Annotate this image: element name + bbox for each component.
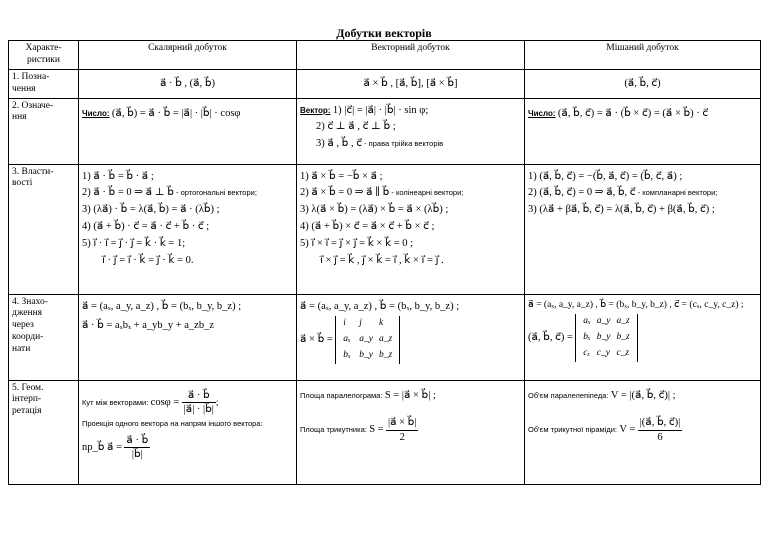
row-label-definition [9, 98, 79, 164]
numerator: a⃗ · b⃗ [124, 434, 150, 448]
property: i⃗ · j⃗ = i⃗ · k⃗ = j⃗ · k⃗ = 0. [102, 254, 194, 266]
row-label-text: 2. Означе- ння [12, 100, 54, 123]
formula: (a⃗, b⃗, c⃗) = [528, 332, 573, 344]
fraction [638, 416, 683, 443]
formula: (a⃗, b⃗) = a⃗ · b⃗ = |a⃗| · |b⃗| · cosφ [111, 107, 241, 119]
property: i⃗ × j⃗ = k⃗ , j⃗ × k⃗ = i⃗ , k⃗ × i⃗ = j⃗ . [320, 254, 444, 266]
header-mixed: Мішаний добуток [525, 41, 761, 70]
property: 3) (λa⃗ + βa⃗, b⃗, c⃗) = λ(a⃗, b⃗, c⃗) + β(a⃗, b⃗, c⃗) ; [528, 204, 715, 216]
label: Площа паралелограма: [300, 390, 383, 400]
header-scalar: Скалярний добуток [79, 41, 297, 70]
formula: a⃗ · b⃗ , (a⃗, b⃗) [159, 77, 216, 89]
label: Об'єм паралелепіпеда: [528, 390, 609, 400]
matrix-cell: b_y [359, 350, 373, 361]
matrix-cell: cₓ [583, 348, 591, 359]
row-label-properties [9, 164, 79, 294]
cell-mixed-coords [525, 294, 761, 380]
matrix-cell: c_z [616, 348, 630, 359]
header-characteristics-text: Характе- ристики [25, 43, 62, 65]
matrix-cell: j⃗ [359, 318, 370, 329]
formula: cosφ = [150, 396, 180, 408]
matrix-cell: aₓ [583, 316, 591, 327]
cell-vector-properties [297, 164, 525, 294]
property: 3) λ(a⃗ × b⃗) = (λa⃗) × b⃗ = a⃗ × (λb⃗) ; [300, 204, 449, 216]
cell-mixed-properties [525, 164, 761, 294]
formula: a⃗ = (aₓ, a_y, a_z) , b⃗ = (bₓ, b_y, b_z) , c⃗ = (cₓ, c_y, c_z) ; [528, 299, 744, 310]
property: 1) a⃗ × b⃗ = −b⃗ × a⃗ ; [300, 170, 383, 182]
row-label-text: 3. Власти- вості [12, 166, 54, 189]
formula: (a⃗, b⃗, c⃗) [624, 77, 661, 89]
row-geometry [9, 380, 761, 484]
fraction [386, 416, 418, 443]
formula: 3) a⃗ , b⃗ , c⃗ [316, 138, 362, 150]
cell-scalar-definition [79, 98, 297, 164]
property: 5) i⃗ · i⃗ = j⃗ · j⃗ = k⃗ · k⃗ = 1; [82, 238, 186, 249]
row-notation [9, 69, 761, 98]
matrix-cell: bₓ [343, 350, 351, 361]
note: - ортогональні вектори; [173, 188, 257, 198]
formula: S = |a⃗ × b⃗| ; [384, 389, 436, 401]
fraction [124, 434, 150, 461]
cell-mixed-notation [525, 69, 761, 98]
matrix-cell: i⃗ [343, 318, 354, 329]
formula: a⃗ · b⃗ = aₓbₓ + a_yb_y + a_zb_z [82, 320, 215, 332]
formula: np_b⃗ a⃗ = [82, 441, 123, 453]
denominator: |b⃗| [131, 448, 143, 460]
formula: 2) c⃗ ⊥ a⃗ , c⃗ ⊥ b⃗ ; [316, 121, 396, 133]
formula: a⃗ × b⃗ , [a⃗, b⃗], [a⃗ × b⃗] [363, 77, 458, 89]
cell-scalar-geometry: Кут між векторами: cosφ = $\frac{a⃗ \cdot b⃗}{|a⃗| \cdot |b⃗|}$ ; Проекція одного вектора на напрям іншого вектора: np_b⃗ a⃗ = $\frac{a⃗ \cdot b⃗}{|b⃗|}$ [79, 380, 297, 484]
property: 3) (λa⃗) · b⃗ = λ(a⃗, b⃗) = a⃗ · (λb⃗) ; [82, 204, 220, 216]
cell-vector-notation [297, 69, 525, 98]
property: 2) (a⃗, b⃗, c⃗) = 0 ⇒ a⃗, b⃗, c⃗ [528, 187, 636, 199]
formula: (a⃗, b⃗, c⃗) = a⃗ · (b⃗ × c⃗) = (a⃗ × b⃗) · c⃗ [557, 107, 709, 119]
row-coords [9, 294, 761, 380]
formula: a⃗ × b⃗ = [300, 334, 333, 346]
label: Проекція одного вектора на напрям іншого вектора: [82, 418, 263, 428]
definition-prefix: Число: [82, 108, 110, 118]
note: - права трійка векторів [362, 139, 444, 149]
property: 1) (a⃗, b⃗, c⃗) = −(b⃗, a⃗, c⃗) = (b⃗, c⃗, a⃗) ; [528, 170, 683, 182]
row-properties [9, 164, 761, 294]
row-label-text: 5. Геом. інтерп- ретація [12, 382, 44, 417]
matrix-cell: c_y [596, 348, 610, 359]
denominator: 2 [399, 431, 405, 443]
row-definition [9, 98, 761, 164]
determinant [575, 314, 637, 362]
matrix-cell: b_z [616, 332, 630, 343]
property: 2) a⃗ × b⃗ = 0 ⇒ a⃗ ∥ b⃗ [300, 187, 390, 199]
page-title: Добутки векторів [336, 26, 432, 40]
row-label-text: 4. Знахо- дження через коорди- нати [12, 296, 48, 354]
label: Площа трикутника: [300, 425, 367, 435]
cell-scalar-coords [79, 294, 297, 380]
matrix-cell: a_z [616, 316, 630, 327]
property: 1) a⃗ · b⃗ = b⃗ · a⃗ ; [82, 170, 154, 182]
cell-scalar-notation [79, 69, 297, 98]
denominator: |a⃗| · |b⃗| [183, 403, 214, 415]
formula: a⃗ = (aₓ, a_y, a_z) , b⃗ = (bₓ, b_y, b_z) ; [300, 300, 460, 312]
cell-vector-definition [297, 98, 525, 164]
cell-mixed-definition [525, 98, 761, 164]
numerator: |a⃗ × b⃗| [386, 416, 418, 430]
matrix-cell: k⃗ [378, 318, 391, 329]
label: Об'єм трикутної піраміди: [528, 425, 617, 435]
cell-mixed-geometry [525, 380, 761, 484]
vector-products-table [8, 40, 761, 485]
matrix-cell: bₓ [583, 332, 591, 343]
label: Кут між векторами: [82, 397, 149, 407]
row-label-text: 1. Позна- чення [12, 71, 50, 94]
denominator: 6 [657, 431, 663, 443]
header-row [9, 41, 761, 70]
formula: S = [369, 424, 384, 436]
matrix-cell: aₓ [343, 334, 351, 345]
numerator: |(a⃗, b⃗, c⃗)| [638, 416, 683, 430]
note: - колінеарні вектори; [389, 188, 464, 198]
matrix-cell: a_y [596, 316, 611, 327]
numerator: a⃗ · b⃗ [182, 389, 216, 403]
formula: V = [619, 424, 636, 436]
formula: a⃗ = (aₓ, a_y, a_z) , b⃗ = (bₓ, b_y, b_z) ; [82, 300, 242, 312]
property: 2) a⃗ · b⃗ = 0 ⇒ a⃗ ⊥ b⃗ [82, 187, 174, 199]
note: - компланарні вектори; [635, 188, 718, 198]
matrix-cell: b_y [596, 332, 611, 343]
row-label-coords [9, 294, 79, 380]
header-characteristics [9, 41, 79, 70]
cell-scalar-properties [79, 164, 297, 294]
determinant [335, 316, 400, 364]
row-label-notation [9, 69, 79, 98]
header-vector: Векторний добуток [297, 41, 525, 70]
property: 4) (a⃗ + b⃗) × c⃗ = a⃗ × c⃗ + b⃗ × c⃗ ; [300, 221, 435, 233]
fraction [182, 389, 216, 416]
property: 5) i⃗ × i⃗ = j⃗ × j⃗ = k⃗ × k⃗ = 0 ; [300, 238, 414, 249]
matrix-cell: b_z [378, 350, 393, 361]
row-label-geometry [9, 380, 79, 484]
definition-prefix: Вектор: [300, 105, 331, 115]
cell-vector-geometry [297, 380, 525, 484]
formula: 1) |c⃗| = |a⃗| · |b⃗| · sin φ; [332, 104, 429, 116]
cell-vector-coords [297, 294, 525, 380]
matrix-cell: a_y [359, 334, 373, 345]
definition-prefix: Число: [528, 108, 556, 118]
property: 4) (a⃗ + b⃗) · c⃗ = a⃗ · c⃗ + b⃗ · c⃗ ; [82, 221, 210, 233]
matrix-cell: a_z [378, 334, 393, 345]
formula: V = |(a⃗, b⃗, c⃗)| ; [610, 389, 676, 401]
